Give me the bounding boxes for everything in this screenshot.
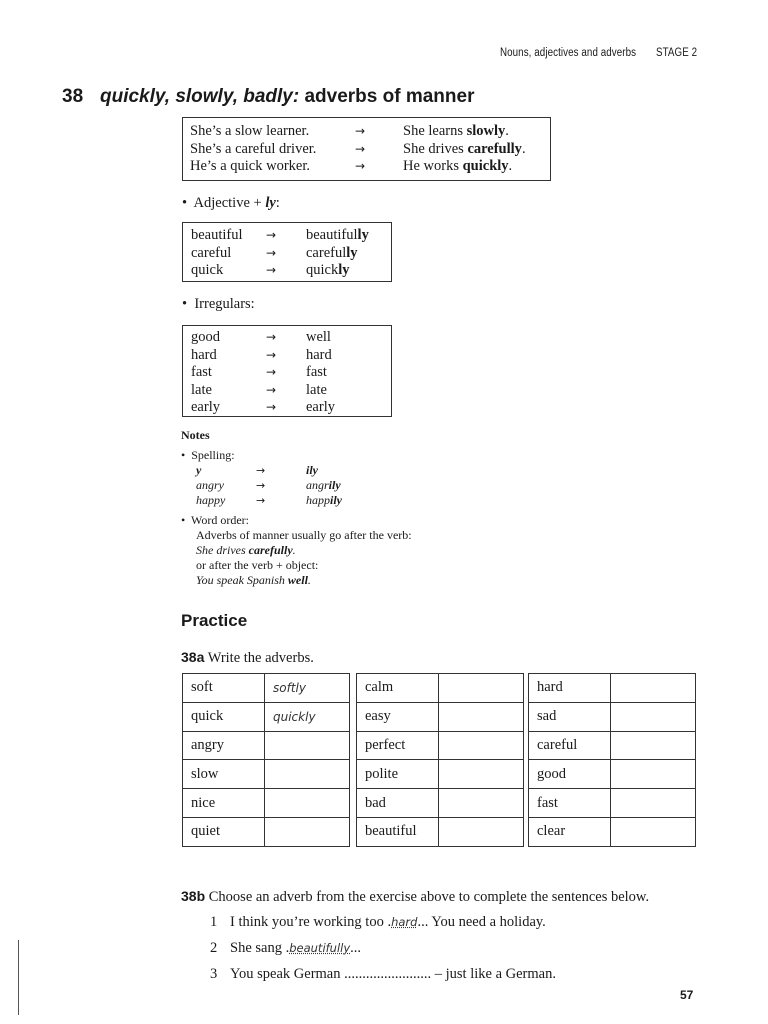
- arrow-icon: →: [266, 263, 277, 277]
- example-adjective-sentence: She’s a careful driver.: [190, 140, 317, 157]
- example-row: [190, 158, 550, 176]
- table-row: bad: [357, 789, 524, 818]
- table-row: quick quickly: [183, 702, 350, 731]
- ly-row: quick → quickly: [191, 262, 350, 278]
- sentence-item: 2 She sang .beautifully...: [210, 940, 362, 956]
- table-row: good: [529, 760, 696, 789]
- exercise-table-2: [356, 673, 524, 847]
- table-row: calm: [357, 674, 524, 703]
- scan-edge-mark: [18, 940, 19, 1015]
- example-adverb-sentence: She drives carefully.: [403, 140, 526, 157]
- ly-row: beautiful → beautifully: [191, 227, 369, 243]
- sentence-item: 1 I think you’re working too .hard... You need a holiday.: [210, 914, 546, 930]
- answer-blank[interactable]: hard: [391, 915, 418, 929]
- arrow-icon: →: [266, 330, 277, 344]
- unit-title-rest: adverbs of manner: [299, 86, 475, 107]
- answer-cell[interactable]: [611, 817, 696, 846]
- answer-cell[interactable]: [611, 760, 696, 789]
- exercise-table-3: [528, 673, 696, 847]
- arrow-icon: →: [266, 347, 277, 362]
- table-row: soft softly: [183, 674, 350, 703]
- irregular-row: fast → fast: [191, 364, 327, 380]
- irregular-row: good → well: [191, 329, 331, 345]
- table-row: clear: [529, 817, 696, 846]
- irregular-row: hard → hard: [191, 346, 332, 363]
- answer-cell[interactable]: [611, 789, 696, 818]
- practice-heading: Practice: [181, 611, 248, 630]
- page-number: 57: [680, 988, 694, 1002]
- arrow-icon: →: [355, 141, 366, 156]
- example-row: [190, 141, 550, 159]
- sentence-item: 3 You speak German ........................ – just like a German.: [210, 966, 556, 982]
- table-row: hard: [529, 674, 696, 703]
- spelling-label: • Spelling:: [181, 448, 235, 462]
- example-box: [182, 117, 551, 181]
- exercise-38b-instruction: 38b Choose an adverb from the exercise above to complete the sentences below.: [181, 888, 650, 905]
- bullet-icon: •: [182, 296, 188, 312]
- answer-cell[interactable]: [439, 817, 524, 846]
- answer-cell[interactable]: [265, 760, 350, 789]
- exercise-38a-instruction: 38a Write the adverbs.: [181, 649, 314, 666]
- answer-cell[interactable]: [265, 789, 350, 818]
- answer-cell[interactable]: [611, 731, 696, 760]
- spelling-examples: y → ily angry → angrily happy → happily: [196, 463, 342, 507]
- table-row: quiet: [183, 817, 350, 846]
- unit-title: [62, 86, 474, 108]
- ly-examples-box: [182, 222, 392, 282]
- arrow-icon: →: [256, 464, 266, 477]
- table-row: fast: [529, 789, 696, 818]
- answer-cell[interactable]: [439, 789, 524, 818]
- word-order-text: Adverbs of manner usually go after the verb: She drives carefully. or after the verb + object: You speak Spanish well.: [196, 528, 412, 587]
- answer-cell[interactable]: [439, 674, 524, 703]
- answer-cell[interactable]: [439, 760, 524, 789]
- answer-cell[interactable]: [265, 817, 350, 846]
- arrow-icon: →: [355, 124, 366, 138]
- answer-cell[interactable]: [611, 702, 696, 731]
- table-row: careful: [529, 731, 696, 760]
- answer-cell[interactable]: [439, 702, 524, 731]
- notes-section: [181, 428, 412, 588]
- table-row: perfect: [357, 731, 524, 760]
- example-adverb-sentence: He works quickly.: [403, 158, 513, 174]
- example-adverb-sentence: She learns slowly.: [403, 123, 509, 139]
- irregulars-box: [182, 325, 392, 417]
- rule-irregulars: • Irregulars:: [182, 296, 255, 312]
- notes-heading: Notes: [181, 428, 210, 442]
- table-row: nice: [183, 789, 350, 818]
- arrow-icon: →: [355, 159, 366, 173]
- answer-cell[interactable]: [611, 674, 696, 703]
- bullet-icon: •: [182, 195, 188, 211]
- arrow-icon: →: [256, 479, 266, 492]
- table-row: angry: [183, 731, 350, 760]
- arrow-icon: →: [266, 400, 277, 414]
- table-row: sad: [529, 702, 696, 731]
- irregular-row: late → late: [191, 381, 327, 398]
- irregular-row: early → early: [191, 399, 335, 415]
- answer-blank[interactable]: beautifully: [289, 941, 351, 955]
- sentence-list: [210, 909, 556, 987]
- example-adjective-sentence: She’s a slow learner.: [190, 123, 310, 139]
- answer-cell[interactable]: softly: [265, 674, 350, 703]
- table-row: beautiful: [357, 817, 524, 846]
- ly-row: careful → carefully: [191, 244, 358, 261]
- arrow-icon: →: [256, 494, 266, 507]
- answer-cell[interactable]: quickly: [265, 702, 350, 731]
- unit-number: 38: [62, 86, 84, 107]
- table-row: easy: [357, 702, 524, 731]
- example-row: [190, 123, 550, 141]
- word-order-label: • Word order:: [181, 513, 249, 527]
- arrow-icon: →: [266, 228, 277, 242]
- arrow-icon: →: [266, 382, 277, 397]
- table-row: slow: [183, 760, 350, 789]
- arrow-icon: →: [266, 365, 277, 379]
- running-header-stage: STAGE 2: [656, 47, 698, 59]
- arrow-icon: →: [266, 245, 277, 260]
- unit-title-italic: quickly, slowly, badly:: [100, 86, 300, 107]
- answer-cell[interactable]: [265, 731, 350, 760]
- exercise-table-1: [182, 673, 350, 847]
- table-row: polite: [357, 760, 524, 789]
- answer-blank[interactable]: ........................: [344, 966, 432, 982]
- example-adjective-sentence: He’s a quick worker.: [190, 158, 310, 174]
- rule-adjective-ly: • Adjective + ly:: [182, 195, 280, 211]
- answer-cell[interactable]: [439, 731, 524, 760]
- running-header-section: Nouns, adjectives and adverbs: [500, 47, 637, 59]
